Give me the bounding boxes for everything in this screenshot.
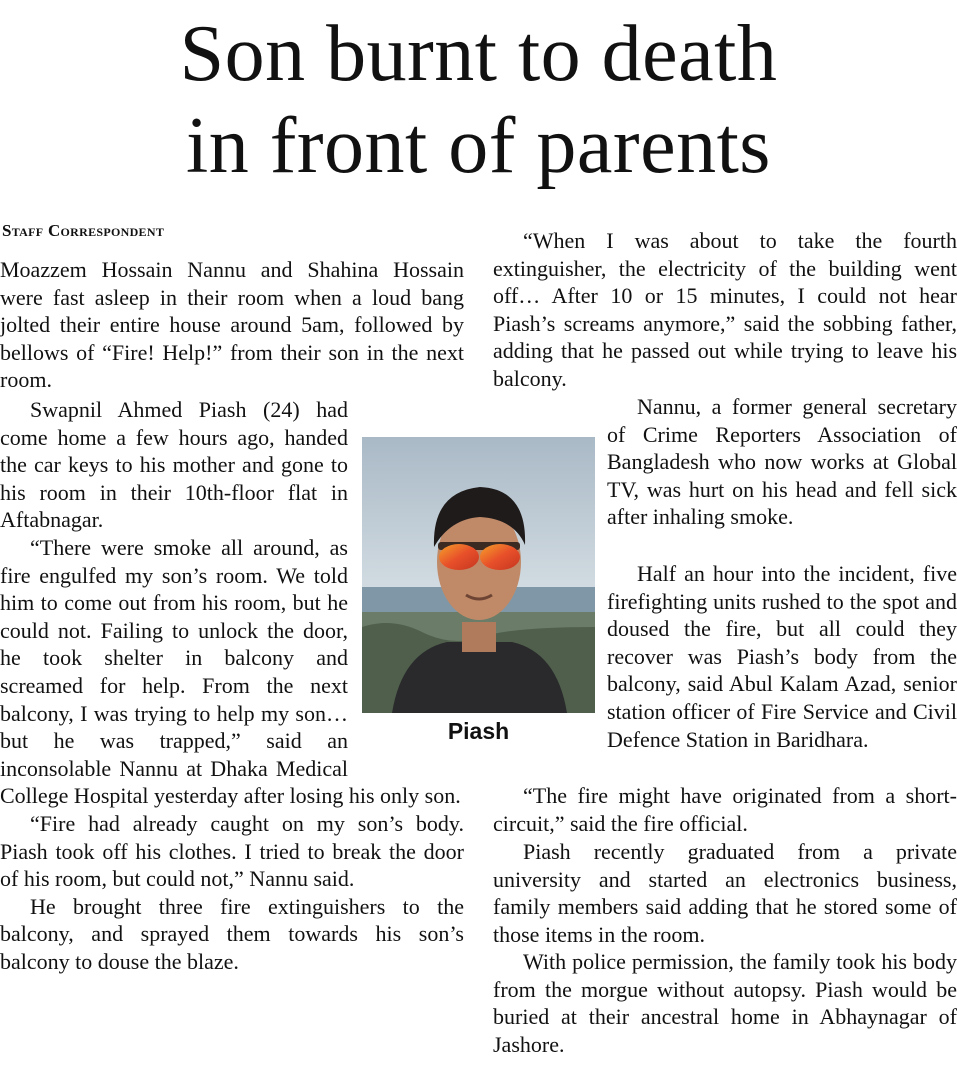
right-paragraph-6: With police permission, the family took his body from the morgue without autopsy. Piash would be buried at their ancestral home in Abhaynagar of Jashore. [493,949,957,1057]
left-paragraph-3: “There were smoke all around, as fire engulfed my son’s room. We told him to come out from his room, but he could not. Failing to unlock the door, he took shelter in balcony and screamed for help. From the next balcony, I was trying to help my son… but he was trapped,” said an inconsolable Nannu at Dhaka Medical College Hospital yesterday after losing his only son. [0,534,461,809]
right-paragraph-2-lead [493,393,957,561]
right-paragraph-2: Nannu, a former general secretary of Crime Reporters Association of Bangladesh who now works at Global TV, was hurt on his head and fell sick after inhaling smoke. [607,394,957,530]
left-paragraph-5: He brought three fire extinguishers to the balcony, and sprayed them towards his son’s balcony to douse the blaze. [0,893,464,974]
headline [0,8,957,192]
right-paragraph-4: “The fire might have originated from a short-circuit,” said the fire official. [493,783,957,836]
photo-caption: Piash [447,718,510,744]
headline-line-1: Son burnt to death [179,10,778,98]
left-paragraph-1: Moazzem Hossain Nannu and Shahina Hossain were fast asleep in their room when a loud bang jolted their entire house around 5am, followed by bellows of “Fire! Help!” from their son in the next room. [0,257,464,393]
byline: Staff Correspondent [2,221,165,240]
right-paragraph-5: Piash recently graduated from a private university and started an electronics business, family members said adding that he stored some of those items in the room. [493,839,957,947]
right-paragraph-3: Half an hour into the incident, five firefighting units rushed to the spot and doused the fire, but all could they recover was Piash’s body from the balcony, said Abul Kalam Azad, senior station officer of Fire Service and Civil Defence Station in Baridhara. [607,561,957,752]
right-column [493,227,957,393]
right-wrap-spacer [493,421,607,561]
headline-line-2: in front of parents [186,102,771,190]
left-paragraph-2: Swapnil Ahmed Piash (24) had come home a few hours ago, handed the car keys to his mother and gone to his room in their 10th-floor flat in Aftabnagar. [0,397,348,533]
right-paragraph-1: “When I was about to take the fourth extinguisher, the electricity of the building went off… After 10 or 15 minutes, I could not hear Piash’s screams anymore,” said the sobbing father, adding that he passed out while trying to leave his balcony. [493,228,957,391]
left-paragraph-4: “Fire had already caught on my son’s body. Piash took off his clothes. I tried to break the door of his room, but could not,” Nannu said. [0,810,464,892]
